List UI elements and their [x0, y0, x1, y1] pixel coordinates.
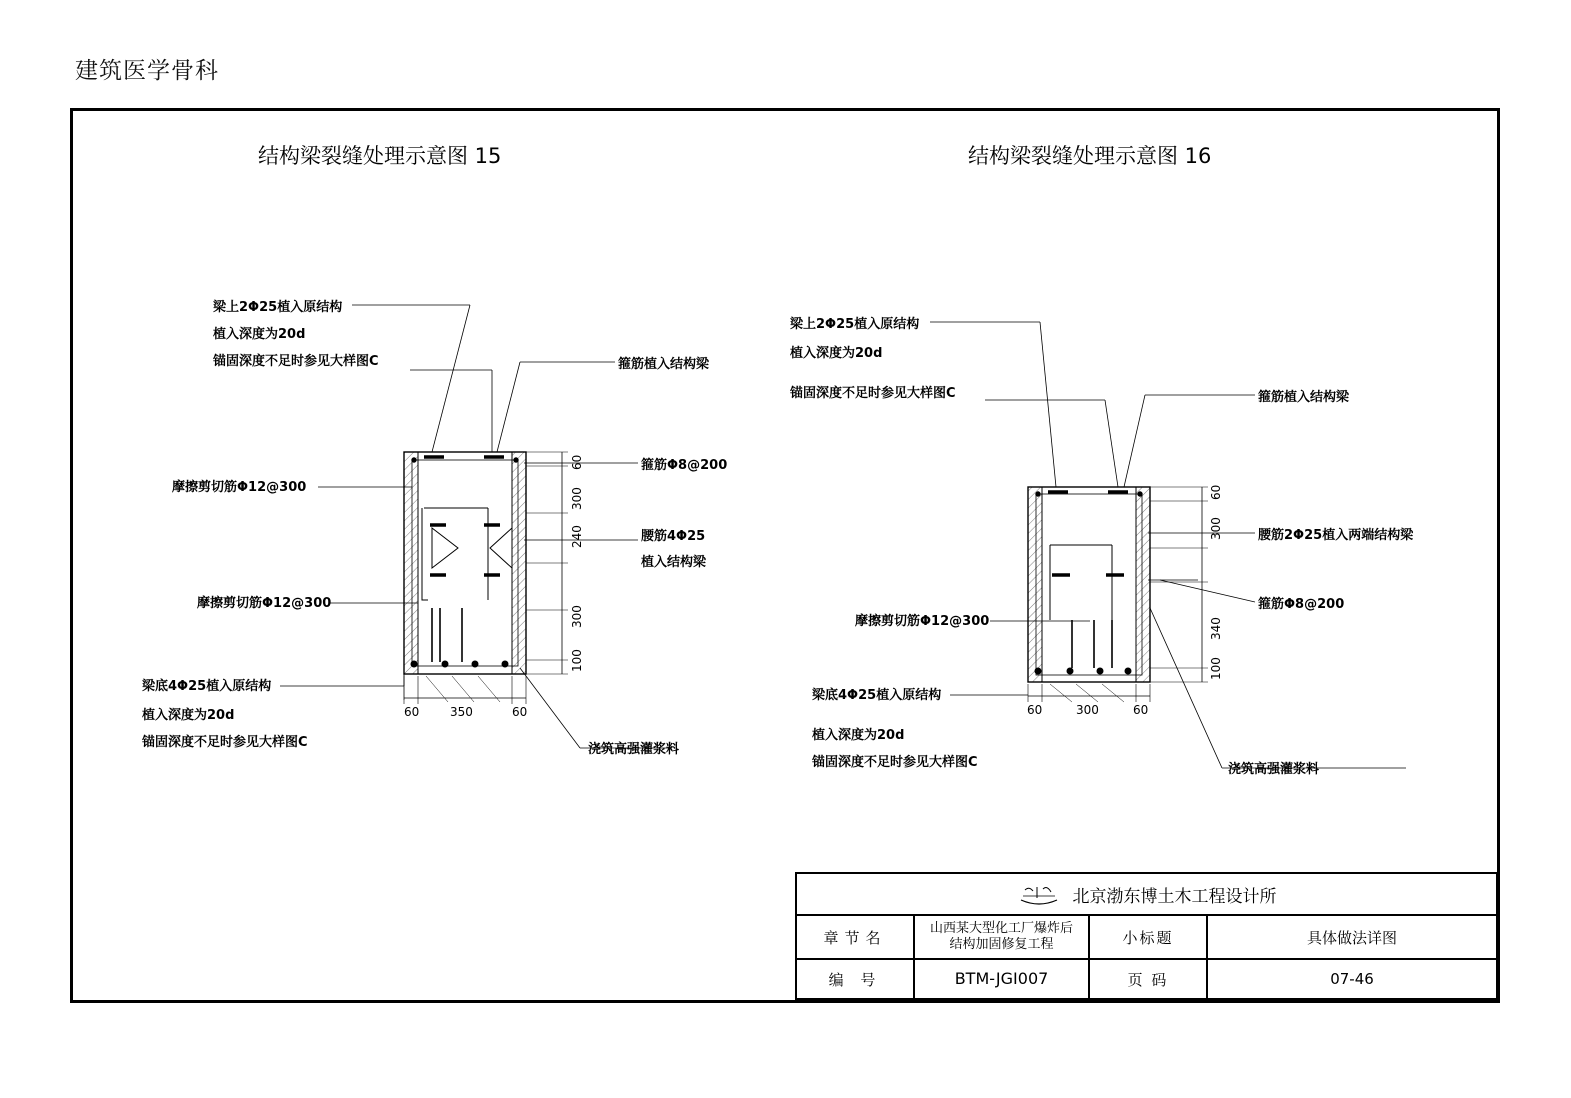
fig16-dim-v-100: 100	[1209, 657, 1223, 680]
fig16-label-bottom-left-2: 植入深度为20d	[812, 728, 905, 743]
project-line-2: 结构加固修复工程	[949, 937, 1054, 952]
fig15-dim-v-240: 240	[570, 525, 584, 548]
fig15-label-top-right-1: 箍筋植入结构梁	[618, 357, 710, 372]
fig16-label-top-left-3: 锚固深度不足时参见大样图C	[790, 386, 956, 401]
fig16-label-top-left-1: 梁上2Φ25植入原结构	[790, 317, 920, 332]
fig16-label-top-right-1: 箍筋植入结构梁	[1258, 390, 1350, 405]
fig15-label-bottom-left-2: 植入深度为20d	[142, 708, 235, 723]
watermark-text: 建筑医学骨科	[75, 58, 219, 84]
fig16-dim-h-60a: 60	[1027, 703, 1043, 717]
fig15-label-bottom-right-1: 浇筑高强灌浆料	[588, 742, 680, 757]
number-label: 编 号	[797, 960, 915, 998]
fig15-label-bottom-left-3: 锚固深度不足时参见大样图C	[142, 735, 308, 750]
page-label: 页 码	[1090, 960, 1208, 998]
fig15-dim-h-60a: 60	[404, 705, 420, 719]
fig16-label-bottom-right-1: 浇筑高强灌浆料	[1228, 762, 1320, 777]
fig15-label-top-left-2: 植入深度为20d	[213, 327, 306, 342]
fig16-label-bottom-left-3: 锚固深度不足时参见大样图C	[812, 755, 978, 770]
fig16-dim-h-300: 300	[1076, 703, 1099, 717]
company-logo-icon	[1017, 882, 1061, 906]
fig16-label-right-2: 箍筋Φ8@200	[1258, 597, 1345, 612]
project-line-1: 山西某大型化工厂爆炸后	[929, 920, 1073, 936]
fig16-dim-v-340: 340	[1209, 617, 1223, 640]
fig15-label-top-left-1: 梁上2Φ25植入原结构	[213, 300, 343, 315]
figure-title-15: 结构梁裂缝处理示意图 15	[258, 144, 502, 168]
fig15-label-left-mid-2: 摩擦剪切筋Φ12@300	[197, 596, 332, 611]
fig15-dim-h-60b: 60	[512, 705, 528, 719]
fig16-label-top-left-2: 植入深度为20d	[790, 346, 883, 361]
subtitle-value: 具体做法详图	[1306, 928, 1397, 947]
fig15-label-top-left-3: 锚固深度不足时参见大样图C	[213, 354, 379, 369]
fig15-label-bottom-left-1: 梁底4Φ25植入原结构	[142, 679, 272, 694]
fig15-label-left-mid-1: 摩擦剪切筋Φ12@300	[172, 480, 307, 495]
fig15-label-right-3: 植入结构梁	[641, 555, 707, 570]
fig16-label-left-mid-1: 摩擦剪切筋Φ12@300	[855, 614, 990, 629]
page-value: 07-46	[1330, 970, 1374, 988]
fig16-dim-v-300: 300	[1209, 517, 1223, 540]
title-block-number-row	[797, 960, 1496, 998]
project-name-cell	[915, 916, 1090, 958]
fig16-label-right-1: 腰筋2Φ25植入两端结构梁	[1258, 528, 1414, 543]
title-block	[795, 872, 1498, 1000]
fig15-dim-h-350: 350	[450, 705, 473, 719]
subtitle-label: 小标题	[1090, 916, 1208, 958]
number-value: BTM-JGI007	[915, 960, 1090, 998]
fig15-dim-v-300a: 300	[570, 487, 584, 510]
drawing-sheet-border	[70, 108, 1500, 1003]
chapter-label: 章节名	[797, 916, 915, 958]
company-cell	[797, 874, 1496, 914]
fig15-label-right-1: 箍筋Φ8@200	[641, 458, 728, 473]
title-block-company-row	[797, 874, 1496, 916]
company-name: 北京渤东博土木工程设计所	[1072, 886, 1277, 907]
title-block-chapter-row	[797, 916, 1496, 960]
fig15-dim-v-100: 100	[570, 649, 584, 672]
fig16-label-bottom-left-1: 梁底4Φ25植入原结构	[812, 688, 942, 703]
fig15-label-right-2: 腰筋4Φ25	[641, 529, 706, 544]
fig16-dim-h-60b: 60	[1133, 703, 1149, 717]
fig16-dim-v-60: 60	[1209, 484, 1223, 500]
figure-title-16: 结构梁裂缝处理示意图 16	[968, 144, 1212, 168]
fig15-dim-v-300b: 300	[570, 605, 584, 628]
fig15-dim-v-60: 60	[570, 454, 584, 470]
